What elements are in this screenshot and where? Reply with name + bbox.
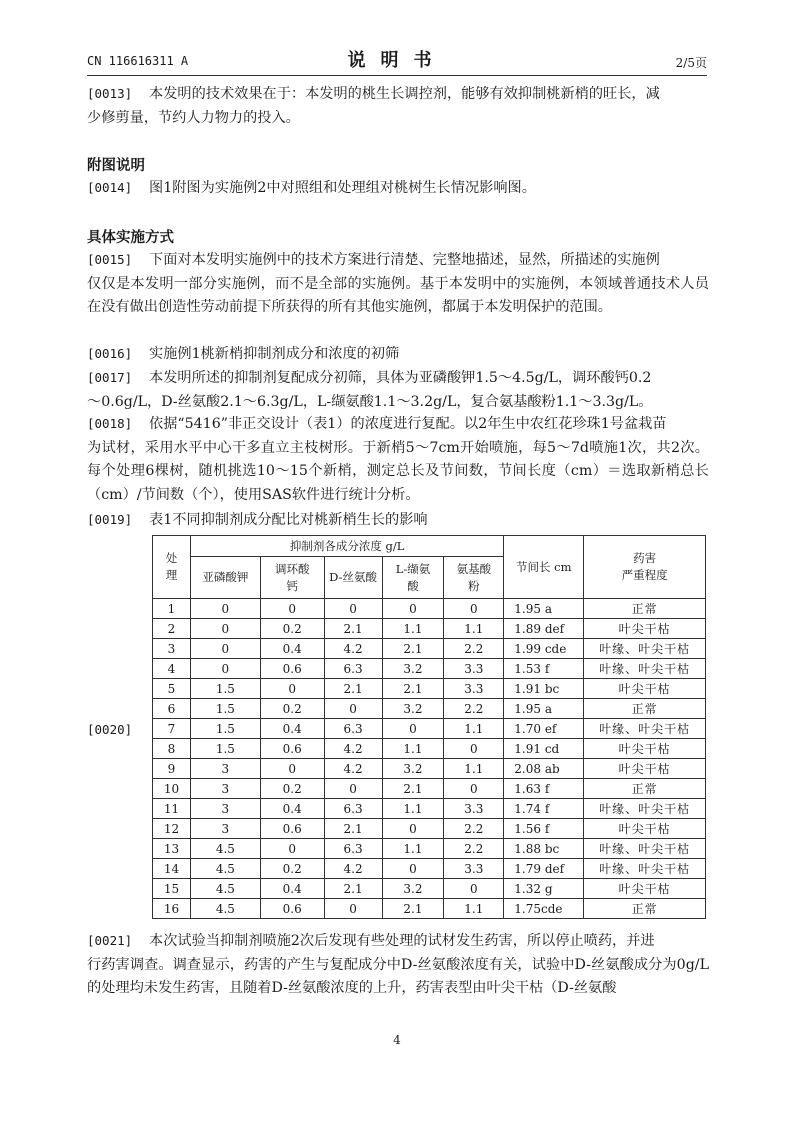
paragraph-0017 bbox=[87, 366, 709, 414]
table-caption: 表1不同抑制剂成分配比对桃新梢生长的影响 bbox=[149, 512, 428, 528]
table-cell: 1.89 def bbox=[504, 619, 584, 639]
table-cell: 1.1 bbox=[382, 799, 444, 819]
table-row bbox=[153, 879, 706, 899]
table-cell: 正常 bbox=[584, 599, 706, 619]
table-cell: 1.5 bbox=[190, 719, 260, 739]
table-cell: 1.70 ef bbox=[504, 719, 584, 739]
table-cell: 0.2 bbox=[260, 699, 324, 719]
table-cell: 叶缘、叶尖干枯 bbox=[584, 839, 706, 859]
table-cell: 12 bbox=[153, 819, 191, 839]
paragraph-text: 下面对本发明实施例中的技术方案进行清楚、完整地描述，显然，所描述的实施例 bbox=[149, 252, 660, 268]
page-header bbox=[87, 44, 707, 74]
table-cell: 0.6 bbox=[260, 899, 324, 919]
table-row bbox=[153, 739, 706, 759]
table-cell: 2.1 bbox=[324, 879, 382, 899]
paragraph-number-0020: [0020] bbox=[87, 722, 133, 737]
table-cell: 9 bbox=[153, 759, 191, 779]
paragraph-text: 本发明的技术效果在于：本发明的桃生长调控剂，能够有效抑制桃新梢的旺长，减 bbox=[149, 86, 660, 102]
table-cell: 3.3 bbox=[444, 659, 504, 679]
table-cell: 3.3 bbox=[444, 859, 504, 879]
table-cell: 0 bbox=[190, 619, 260, 639]
table-cell: 0 bbox=[382, 819, 444, 839]
table-cell: 叶尖干枯 bbox=[584, 819, 706, 839]
table-cell: 0 bbox=[324, 899, 382, 919]
table-cell: 2.2 bbox=[444, 639, 504, 659]
publication-number: CN 116616311 A bbox=[87, 54, 189, 68]
table-cell: 0 bbox=[190, 599, 260, 619]
paragraph-number: [0017] bbox=[87, 370, 133, 385]
document-title: 说明书 bbox=[347, 50, 447, 71]
paragraph-number: [0015] bbox=[87, 252, 133, 267]
table-cell: 1.53 f bbox=[504, 659, 584, 679]
table-cell: 3 bbox=[190, 759, 260, 779]
table-cell: 叶缘、叶尖干枯 bbox=[584, 859, 706, 879]
table-cell: 1.1 bbox=[444, 899, 504, 919]
table-cell: 2 bbox=[153, 619, 191, 639]
table-cell: 0 bbox=[324, 699, 382, 719]
table-cell: 2.08 ab bbox=[504, 759, 584, 779]
table-cell: 1.79 def bbox=[504, 859, 584, 879]
table-cell: 4.2 bbox=[324, 759, 382, 779]
table-cell: 15 bbox=[153, 879, 191, 899]
paragraph-text: 图1附图为实施例2中对照组和处理组对桃树生长情况影响图。 bbox=[149, 180, 536, 196]
table-cell: 2.1 bbox=[382, 679, 444, 699]
table-cell: 4 bbox=[153, 659, 191, 679]
table-cell: 2.1 bbox=[382, 639, 444, 659]
page-number: 4 bbox=[393, 1033, 401, 1047]
table-cell: 0.2 bbox=[260, 859, 324, 879]
table-cell: 正常 bbox=[584, 699, 706, 719]
table-cell: 叶缘、叶尖干枯 bbox=[584, 719, 706, 739]
header-treatment: 处 理 bbox=[153, 536, 191, 599]
table-cell: 叶尖干枯 bbox=[584, 679, 706, 699]
table-cell: 0 bbox=[190, 639, 260, 659]
table-cell: 2.1 bbox=[382, 899, 444, 919]
paragraph-text-cont: 行药害调查。调查显示，药害的产生与复配成分中D-丝氨酸浓度有关，试验中D-丝氨酸成分为0g/L的处理均未发生药害，且随着D-丝氨酸浓度的上升，药害表型由叶尖干枯（D-丝氨酸 bbox=[87, 956, 709, 996]
table-row bbox=[153, 719, 706, 739]
table-cell: 0 bbox=[444, 879, 504, 899]
header-internode-length: 节间长 cm bbox=[504, 536, 584, 599]
table-row bbox=[153, 899, 706, 919]
table-cell: 0.2 bbox=[260, 619, 324, 639]
table-row bbox=[153, 599, 706, 619]
table-cell: 1.1 bbox=[382, 839, 444, 859]
table-cell: 0 bbox=[260, 599, 324, 619]
section-heading-figures: 附图说明 bbox=[87, 158, 145, 174]
table-row bbox=[153, 859, 706, 879]
table-cell: 2.2 bbox=[444, 839, 504, 859]
table-cell: 0.6 bbox=[260, 659, 324, 679]
paragraph-text-cont: 为试材，采用水平中心干多直立主枝树形。于新梢5～7cm开始喷施，每5～7d喷施1次，共2次。每个处理6棵树，随机挑选10～15个新梢，测定总长及节间数，节间长度（cm）＝选取新梢总长（cm）/节间数（个），使用SAS软件进行统计分析。 bbox=[87, 439, 709, 503]
table-cell: 0 bbox=[260, 839, 324, 859]
table-cell: 6.3 bbox=[324, 839, 382, 859]
table-cell: 3.2 bbox=[382, 659, 444, 679]
table-row bbox=[153, 619, 706, 639]
table-cell: 13 bbox=[153, 839, 191, 859]
table-cell: 2.1 bbox=[382, 779, 444, 799]
paragraph-number: [0016] bbox=[87, 346, 133, 361]
paragraph-0014 bbox=[87, 176, 709, 201]
header-concentration-group: 抑制剂各成分浓度 g/L bbox=[190, 536, 503, 557]
table-body bbox=[153, 599, 706, 919]
paragraph-0021 bbox=[87, 929, 709, 1001]
table-cell: 正常 bbox=[584, 899, 706, 919]
table-cell: 4.2 bbox=[324, 739, 382, 759]
table-row bbox=[153, 799, 706, 819]
table-cell: 0 bbox=[260, 679, 324, 699]
table-cell: 1.1 bbox=[382, 739, 444, 759]
table-row bbox=[153, 779, 706, 799]
table-cell: 叶尖干枯 bbox=[584, 759, 706, 779]
paragraph-0018 bbox=[87, 412, 709, 507]
header-injury-severity: 药害 严重程度 bbox=[584, 536, 706, 599]
table-cell: 7 bbox=[153, 719, 191, 739]
table-cell: 0.4 bbox=[260, 639, 324, 659]
paragraph-text: 本次试验当抑制剂喷施2次后发现有些处理的试材发生药害，所以停止喷药，并进 bbox=[149, 933, 655, 949]
table-cell: 0 bbox=[260, 759, 324, 779]
table-cell: 4.2 bbox=[324, 639, 382, 659]
paragraph-text: 本发明所述的抑制剂复配成分初筛，具体为亚磷酸钾1.5～4.5g/L，调环酸钙0.2 bbox=[149, 370, 652, 386]
table-cell: 1.5 bbox=[190, 699, 260, 719]
table-cell: 1.1 bbox=[382, 619, 444, 639]
table-cell: 1.74 f bbox=[504, 799, 584, 819]
paragraph-0013 bbox=[87, 82, 709, 130]
table-row bbox=[153, 839, 706, 859]
table-cell: 叶缘、叶尖干枯 bbox=[584, 639, 706, 659]
table-cell: 6 bbox=[153, 699, 191, 719]
table-cell: 0.4 bbox=[260, 799, 324, 819]
paragraph-number: [0014] bbox=[87, 180, 133, 195]
table-cell: 叶缘、叶尖干枯 bbox=[584, 799, 706, 819]
paragraph-text-cont: ～0.6g/L，D-丝氨酸2.1～6.3g/L，L-缬氨酸1.1～3.2g/L，复合氨基酸粉1.1～3.3g/L。 bbox=[87, 393, 653, 410]
table-cell: 1.95 a bbox=[504, 699, 584, 719]
header-amino-acid-powder: 氨基酸 粉 bbox=[444, 557, 504, 599]
table-cell: 11 bbox=[153, 799, 191, 819]
table-cell: 1.99 cde bbox=[504, 639, 584, 659]
table-cell: 2.1 bbox=[324, 619, 382, 639]
table-cell: 6.3 bbox=[324, 719, 382, 739]
table-row bbox=[153, 699, 706, 719]
header-prohexadione-calcium: 调环酸 钙 bbox=[260, 557, 324, 599]
table-cell: 10 bbox=[153, 779, 191, 799]
table-cell: 1.32 g bbox=[504, 879, 584, 899]
table-cell: 0 bbox=[382, 599, 444, 619]
table-cell: 6.3 bbox=[324, 659, 382, 679]
table-cell: 6.3 bbox=[324, 799, 382, 819]
table-cell: 3 bbox=[190, 799, 260, 819]
paragraph-text-cont: 仅仅是本发明一部分实施例，而不是全部的实施例。基于本发明中的实施例，本领域普通技术人员在没有做出创造性劳动前提下所获得的所有其他实施例，都属于本发明保护的范围。 bbox=[87, 275, 709, 315]
table-cell: 3.3 bbox=[444, 679, 504, 699]
table-cell: 4.5 bbox=[190, 859, 260, 879]
table-cell: 0 bbox=[382, 859, 444, 879]
table-row bbox=[153, 819, 706, 839]
table-cell: 4.5 bbox=[190, 879, 260, 899]
table-cell: 0 bbox=[382, 719, 444, 739]
table-cell: 叶尖干枯 bbox=[584, 739, 706, 759]
table-cell: 1.1 bbox=[444, 759, 504, 779]
table-cell: 0 bbox=[190, 659, 260, 679]
header-potassium-phosphite: 亚磷酸钾 bbox=[190, 557, 260, 599]
table-cell: 0.2 bbox=[260, 779, 324, 799]
paragraph-text: 依据“5416”非正交设计（表1）的浓度进行复配。以2年生中农红花珍珠1号盆栽苗 bbox=[149, 416, 667, 432]
table-cell: 0.6 bbox=[260, 739, 324, 759]
table-cell: 3.2 bbox=[382, 759, 444, 779]
table-cell: 1.1 bbox=[444, 619, 504, 639]
table-cell: 0.4 bbox=[260, 879, 324, 899]
table-cell: 0.6 bbox=[260, 819, 324, 839]
header-divider bbox=[87, 75, 707, 76]
paragraph-text: 实施例1桃新梢抑制剂成分和浓度的初筛 bbox=[149, 346, 400, 362]
paragraph-number: [0021] bbox=[87, 933, 133, 948]
table-row bbox=[153, 679, 706, 699]
paragraph-0015 bbox=[87, 248, 709, 320]
table-cell: 5 bbox=[153, 679, 191, 699]
table-cell: 叶尖干枯 bbox=[584, 879, 706, 899]
section-heading-embodiments: 具体实施方式 bbox=[87, 230, 174, 246]
table-cell: 0 bbox=[444, 599, 504, 619]
table-cell: 1.56 f bbox=[504, 819, 584, 839]
table-cell: 0 bbox=[444, 739, 504, 759]
table-cell: 1.1 bbox=[444, 719, 504, 739]
table-cell: 1.75cde bbox=[504, 899, 584, 919]
table-cell: 2.1 bbox=[324, 679, 382, 699]
table-cell: 2.2 bbox=[444, 819, 504, 839]
table-cell: 3 bbox=[190, 819, 260, 839]
page-counter: 2/5页 bbox=[675, 56, 707, 70]
table-cell: 8 bbox=[153, 739, 191, 759]
paragraph-0016 bbox=[87, 342, 709, 367]
table-cell: 1.88 bc bbox=[504, 839, 584, 859]
table-cell: 4.5 bbox=[190, 839, 260, 859]
paragraph-number: [0013] bbox=[87, 86, 133, 101]
table-cell: 叶尖干枯 bbox=[584, 619, 706, 639]
paragraph-number: [0018] bbox=[87, 416, 133, 431]
table-row bbox=[153, 759, 706, 779]
table-cell: 正常 bbox=[584, 779, 706, 799]
table-cell: 3.3 bbox=[444, 799, 504, 819]
table-cell: 0 bbox=[444, 779, 504, 799]
paragraph-number: [0019] bbox=[87, 512, 133, 527]
table-cell: 0 bbox=[324, 779, 382, 799]
header-l-valine: L-缬氨 酸 bbox=[382, 557, 444, 599]
table-cell: 2.2 bbox=[444, 699, 504, 719]
table-cell: 2.1 bbox=[324, 819, 382, 839]
table-cell: 3 bbox=[153, 639, 191, 659]
table-cell: 16 bbox=[153, 899, 191, 919]
table-cell: 1.5 bbox=[190, 739, 260, 759]
table-row bbox=[153, 659, 706, 679]
table-cell: 0 bbox=[324, 599, 382, 619]
table-cell: 叶缘、叶尖干枯 bbox=[584, 659, 706, 679]
paragraph-0019 bbox=[87, 508, 709, 533]
table-cell: 3.2 bbox=[382, 879, 444, 899]
table-cell: 0.4 bbox=[260, 719, 324, 739]
table-row bbox=[153, 639, 706, 659]
paragraph-text-cont: 少修剪量，节约人力物力的投入。 bbox=[87, 109, 300, 126]
table-cell: 1.91 bc bbox=[504, 679, 584, 699]
table-cell: 1.95 a bbox=[504, 599, 584, 619]
table-cell: 14 bbox=[153, 859, 191, 879]
table-cell: 1.63 f bbox=[504, 779, 584, 799]
table-cell: 3.2 bbox=[382, 699, 444, 719]
table-cell: 1.5 bbox=[190, 679, 260, 699]
results-table bbox=[152, 535, 706, 919]
table-cell: 4.2 bbox=[324, 859, 382, 879]
table-cell: 4.5 bbox=[190, 899, 260, 919]
table-cell: 1.91 cd bbox=[504, 739, 584, 759]
header-d-serine: D-丝氨酸 bbox=[324, 557, 382, 599]
table-cell: 3 bbox=[190, 779, 260, 799]
table-cell: 1 bbox=[153, 599, 191, 619]
